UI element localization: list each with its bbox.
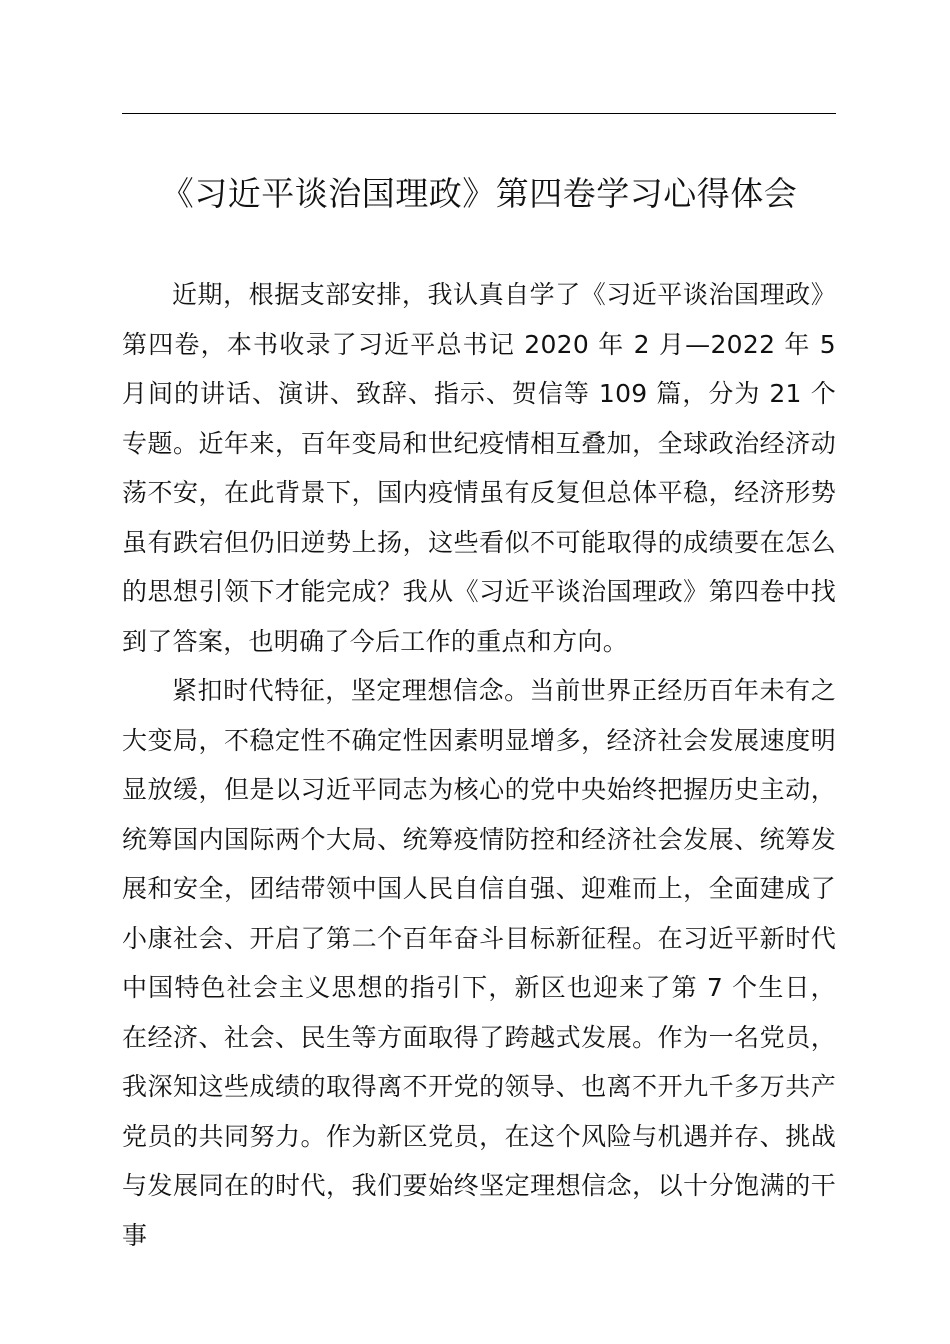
paragraph-intro: 近期，根据支部安排，我认真自学了《习近平谈治国理政》第四卷，本书收录了习近平总书记 2020 年 2 月—2022 年 5 月间的讲话、演讲、致辞、指示、贺信等 109 篇，分为 21 个专题。近年来，百年变局和世纪疫情相互叠加，全球政治经济动荡不安，在此背景下，国内疫情虽有反复但总体平稳，经济形势虽有跌宕但仍旧逆势上扬，这些看似不可能取得的成绩要在怎么的思想引领下才能完成？我从《习近平谈治国理政》第四卷中找到了答案，也明确了今后工作的重点和方向。	[122, 280, 836, 656]
paragraph-ideals: 紧扣时代特征，坚定理想信念。当前世界正经历百年未有之大变局，不稳定性不确定性因素明显增多，经济社会发展速度明显放缓，但是以习近平同志为核心的党中央始终把握历史主动，统筹国内国际两个大局、统筹疫情防控和经济社会发展、统筹发展和安全，团结带领中国人民自信自强、迎难而上，全面建成了小康社会、开启了第二个百年奋斗目标新征程。在习近平新时代中国特色社会主义思想的指引下，新区也迎来了第 7 个生日，在经济、社会、民生等方面取得了跨越式发展。作为一名党员，我深知这些成绩的取得离不开党的领导、也离不开九千多万共产党员的共同努力。作为新区党员，在这个风险与机遇并存、挑战与发展同在的时代，我们要始终坚定理想信念，以十分饱满的干事	[122, 676, 836, 1250]
document-body	[122, 270, 836, 1260]
header-rule	[122, 113, 836, 114]
document-title: 《习近平谈治国理政》第四卷学习心得体会	[160, 174, 798, 213]
